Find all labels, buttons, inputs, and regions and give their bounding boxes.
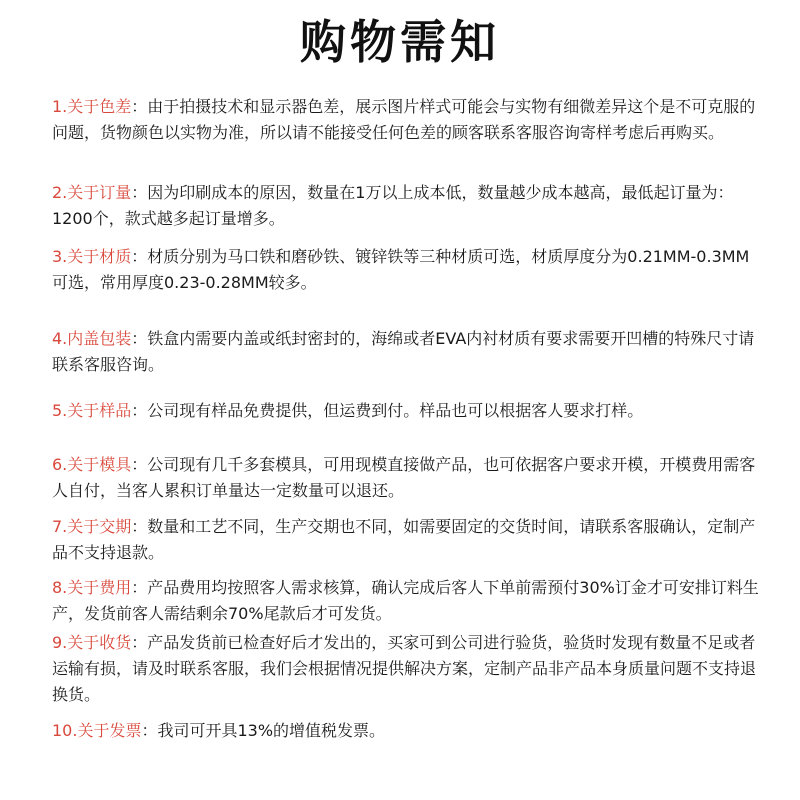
item-text: 产品发货前已检查好后才发出的，买家可到公司进行验货，验货时发现有数量不足或者运输有损，请及时联系客服，我们会根据情况提供解决方案，定制产品非产品本身质量问题不支持退换货。 — [52, 633, 757, 704]
item-colon: ： — [131, 455, 148, 474]
notice-item-delivery-time — [52, 514, 764, 566]
item-colon: ： — [141, 721, 158, 740]
notice-item-samples — [52, 398, 764, 424]
item-colon: ： — [131, 97, 148, 116]
item-label: 4.内盖包装 — [52, 329, 132, 348]
item-text: 材质分别为马口铁和磨砂铁、镀锌铁等三种材质可选，材质厚度分为0.21MM-0.3MM可选，常用厚度0.23-0.28MM较多。 — [52, 247, 750, 292]
item-label: 3.关于材质 — [52, 247, 132, 266]
item-colon: ： — [131, 401, 148, 420]
item-colon: ： — [131, 183, 148, 202]
item-text: 公司现有样品免费提供，但运费到付。样品也可以根据客人要求打样。 — [147, 401, 644, 420]
item-text: 公司现有几千多套模具，可用现模直接做产品，也可依据客户要求开模，开模费用需客人自付，当客人累积订单量达一定数量可以退还。 — [52, 455, 756, 500]
page-title: 购物需知 — [300, 15, 500, 69]
item-label: 5.关于样品 — [52, 401, 132, 420]
item-label: 10.关于发票 — [52, 721, 142, 740]
notice-item-molds — [52, 452, 764, 504]
notice-item-inner-lid — [52, 326, 764, 378]
item-label: 7.关于交期 — [52, 517, 132, 536]
item-text: 产品费用均按照客人需求核算，确认完成后客人下单前需预付30%订金才可安排订料生产，发货前客人需结剩余70%尾款后才可发货。 — [52, 578, 759, 623]
notice-item-invoice — [52, 718, 764, 744]
item-text: 因为印刷成本的原因，数量在1万以上成本低，数量越少成本越高，最低起订量为：1200个，款式越多起订量增多。 — [52, 183, 734, 228]
notice-item-material — [52, 244, 764, 296]
item-text: 铁盒内需要内盖或纸封密封的，海绵或者EVA内衬材质有要求需要开凹槽的特殊尺寸请联系客服咨询。 — [52, 329, 755, 374]
item-label: 9.关于收货 — [52, 633, 132, 652]
item-text: 数量和工艺不同，生产交期也不同，如需要固定的交货时间，请联系客服确认，定制产品不支持退款。 — [52, 517, 756, 562]
item-label: 6.关于模具 — [52, 455, 132, 474]
item-colon: ： — [131, 578, 148, 597]
item-label: 1.关于色差 — [52, 97, 132, 116]
item-colon: ： — [131, 247, 148, 266]
notice-item-order-quantity — [52, 180, 764, 232]
item-colon: ： — [131, 633, 148, 652]
item-text: 由于拍摄技术和显示器色差，展示图片样式可能会与实物有细微差异这个是不可克服的问题，货物颜色以实物为准，所以请不能接受任何色差的顾客联系客服咨询寄样考虑后再购买。 — [52, 97, 756, 142]
notice-item-color-difference — [52, 94, 764, 146]
item-label: 8.关于费用 — [52, 578, 132, 597]
item-colon: ： — [131, 329, 148, 348]
notice-item-receiving — [52, 630, 764, 708]
item-colon: ： — [131, 517, 148, 536]
item-text: 我司可开具13%的增值税发票。 — [157, 721, 386, 740]
item-label: 2.关于订量 — [52, 183, 132, 202]
notice-item-fees — [52, 575, 764, 627]
